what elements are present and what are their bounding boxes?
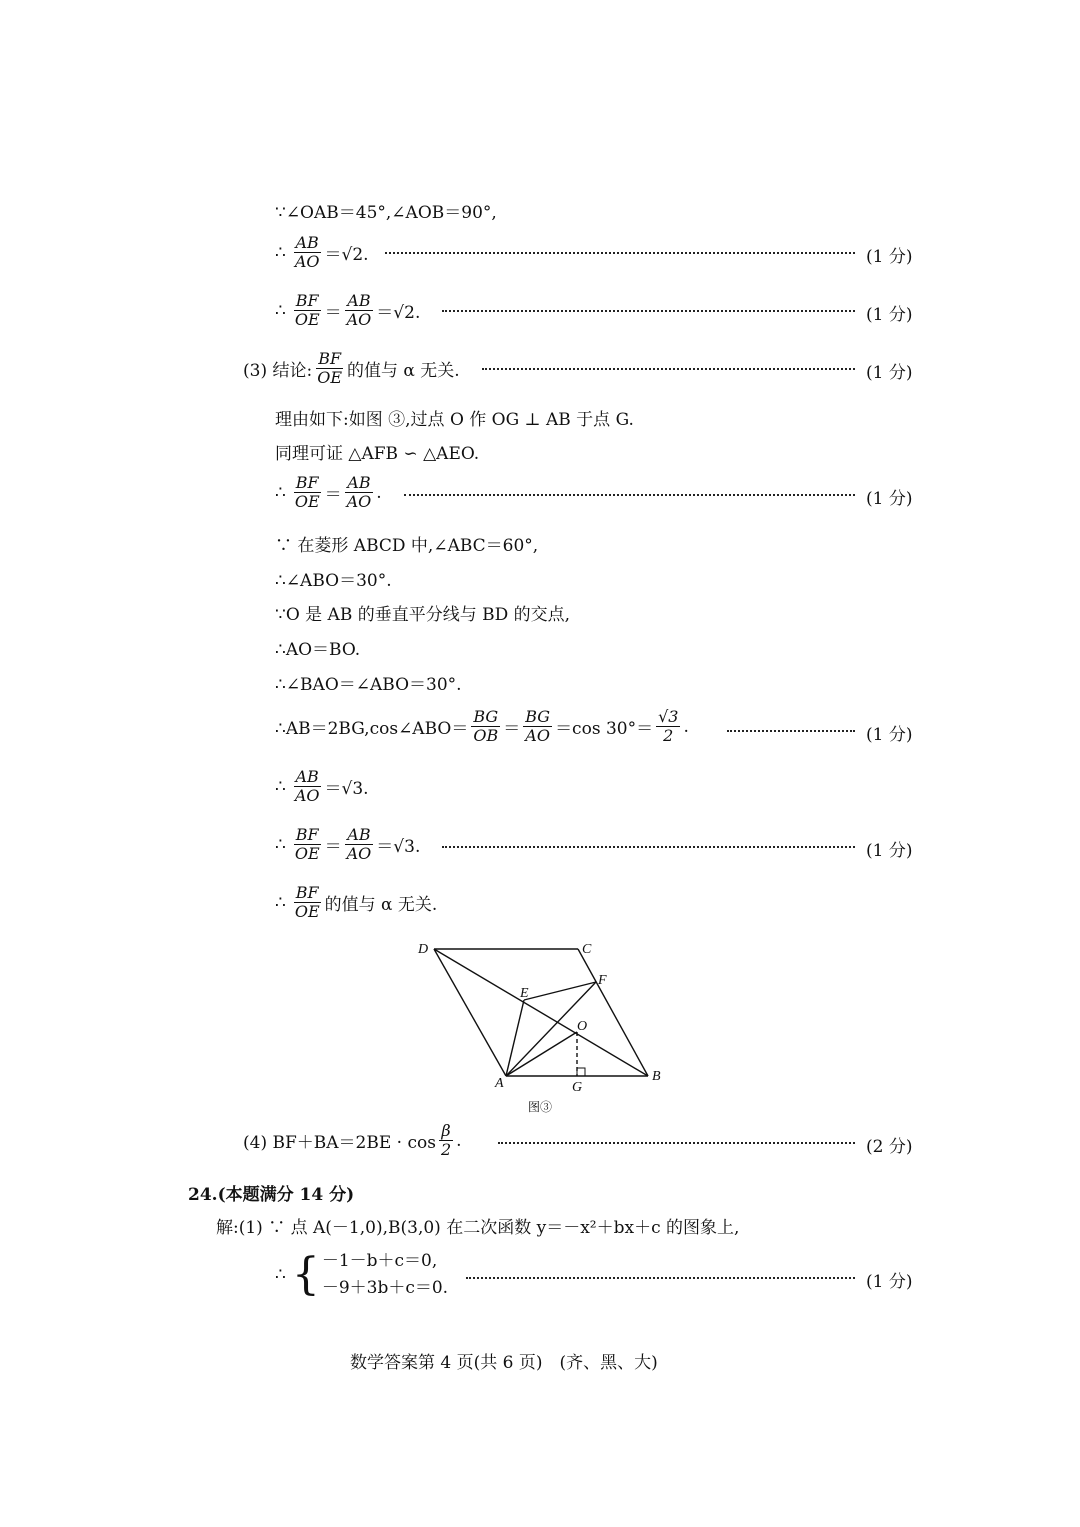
line-6: [275, 439, 479, 464]
edge-da: [434, 949, 506, 1076]
line-4: [243, 350, 460, 388]
dot-leader: [498, 1142, 855, 1144]
dot-leader: [482, 368, 855, 370]
equals-sign: ＝: [503, 719, 521, 740]
diagonal-db: [434, 949, 648, 1076]
segment-ef: [524, 982, 596, 1000]
page-footer: [350, 1348, 658, 1373]
figure-caption: 图③: [528, 1100, 553, 1114]
rhombus-figure: [410, 935, 680, 1120]
fraction-bg-ao: $\frac{BG}{AO}$: [525, 707, 551, 746]
fraction-ab-ao: $\frac{AB}{AO}$: [346, 825, 372, 864]
line-14: [275, 768, 369, 806]
line-5-text: 理由如下:如图 ③,过点 O 作 OG ⊥ AB 于点 G.: [275, 410, 634, 430]
therefore-symbol: ∴: [275, 776, 286, 797]
right-angle-mark: [577, 1068, 585, 1076]
line-13-middle: ＝cos 30°＝: [555, 719, 654, 740]
score-2: (1 分): [866, 305, 913, 325]
label-c: C: [582, 942, 592, 957]
label-o: O: [577, 1019, 588, 1034]
score-8: (1 分): [866, 1272, 913, 1292]
line-16-rest: 的值与 α 无关.: [324, 895, 438, 916]
fraction-ab-ao: $\frac{AB}{AO}$: [294, 767, 320, 806]
fraction-ab-ao: $\frac{AB}{AO}$: [346, 291, 372, 330]
fraction-bf-oe: $\frac{BF}{OE}$: [317, 349, 343, 388]
therefore-symbol: ∴: [275, 300, 286, 321]
line-18-text: 24.(本题满分 14 分): [188, 1185, 355, 1205]
line-20: [275, 1248, 448, 1302]
dot-leader: [466, 1277, 855, 1279]
fraction-ab-ao: $\frac{AB}{AO}$: [294, 233, 320, 272]
score-6: (1 分): [866, 841, 913, 861]
therefore-symbol: ∴: [275, 482, 286, 503]
score-1: (1 分): [866, 247, 913, 267]
segment-ae: [506, 1000, 524, 1076]
line-8: [275, 531, 538, 556]
line-13-rest: .: [683, 716, 689, 737]
line-19: [216, 1213, 739, 1238]
score-4: (1 分): [866, 489, 913, 509]
fraction-ab-ao: $\frac{AB}{AO}$: [346, 473, 372, 512]
therefore-symbol: ∴: [275, 242, 286, 263]
line-7-rest: .: [376, 482, 382, 503]
fraction-bg-ob: $\frac{BG}{OB}$: [473, 707, 499, 746]
line-4-prefix: (3) 结论:: [243, 361, 313, 382]
line-5: [275, 405, 634, 430]
score-7: (2 分): [866, 1137, 913, 1157]
fraction-bf-oe: $\frac{BF}{OE}$: [294, 883, 320, 922]
fraction-bf-oe: $\frac{BF}{OE}$: [294, 825, 320, 864]
line-8-text: ∵ 在菱形 ABCD 中,∠ABC＝60°,: [275, 536, 539, 556]
fraction-root3-2: $\frac{√3}{2}$: [658, 707, 679, 746]
therefore-symbol: ∴: [275, 1265, 286, 1286]
line-16: [275, 884, 437, 922]
line-4-rest: 的值与 α 无关.: [347, 361, 460, 382]
line-14-rest: ＝√3.: [324, 779, 369, 800]
dot-leader: [442, 846, 855, 848]
line-17-rest: .: [456, 1130, 462, 1151]
line-10-text: ∵O 是 AB 的垂直平分线与 BD 的交点,: [275, 605, 571, 625]
line-19-text: 解:(1) ∵ 点 A(－1,0),B(3,0) 在二次函数 y＝－x²＋bx＋c 的图象上,: [216, 1218, 740, 1238]
label-g: G: [572, 1080, 583, 1095]
line-9-text: ∴∠ABO＝30°.: [275, 571, 392, 591]
line-17-prefix: (4) BF＋BA＝2BE · cos: [243, 1133, 436, 1154]
equation-2: －9＋3b＋c＝0.: [321, 1278, 449, 1299]
equals-sign: ＝: [324, 303, 342, 324]
line-13: [275, 708, 689, 746]
line-11: [275, 635, 360, 660]
label-d: D: [418, 942, 429, 957]
line-6-text: 同理可证 △AFB ∽ △AEO.: [275, 444, 480, 464]
line-3: [275, 292, 420, 330]
line-12: [275, 670, 462, 695]
line-15: [275, 826, 420, 864]
label-a: A: [495, 1076, 504, 1091]
fraction-bf-oe: $\frac{BF}{OE}$: [294, 473, 320, 512]
line-1: [275, 198, 497, 223]
line-9: [275, 566, 392, 591]
line-15-rest: ＝√3.: [376, 837, 421, 858]
footer-text: 数学答案第 4 页(共 6 页) (齐、黑、大): [350, 1353, 658, 1373]
line-11-text: ∴AO＝BO.: [275, 640, 361, 660]
line-1-text: ∵∠OAB＝45°,∠AOB＝90°,: [275, 203, 497, 223]
label-b: B: [652, 1069, 661, 1084]
question-24-heading: [188, 1180, 354, 1205]
line-10: [275, 600, 570, 625]
line-13-prefix: ∴AB＝2BG,cos∠ABO＝: [275, 719, 469, 740]
left-brace: {: [291, 1249, 320, 1301]
label-f: F: [598, 973, 607, 988]
equals-sign: ＝: [324, 837, 342, 858]
line-12-text: ∴∠BAO＝∠ABO＝30°.: [275, 675, 462, 695]
equation-system: [322, 1248, 448, 1302]
dot-leader: [727, 730, 855, 732]
line-3-rest: ＝√2.: [376, 303, 421, 324]
edge-cb: [578, 949, 648, 1076]
dot-leader: [404, 494, 855, 496]
line-2: [275, 234, 369, 272]
equals-sign: ＝: [324, 485, 342, 506]
equation-1: －1－b＋c＝0,: [321, 1251, 438, 1271]
dot-leader: [385, 252, 855, 254]
line-7: [275, 474, 382, 512]
fraction-bf-oe: $\frac{BF}{OE}$: [294, 291, 320, 330]
line-2-rest: ＝√2.: [324, 245, 369, 266]
line-17: [243, 1122, 462, 1160]
therefore-symbol: ∴: [275, 834, 286, 855]
fraction-beta-2: $\frac{\beta}{2}$: [440, 1121, 452, 1160]
dot-leader: [442, 310, 855, 312]
score-5: (1 分): [866, 725, 913, 745]
score-3: (1 分): [866, 363, 913, 383]
label-e: E: [520, 986, 529, 1001]
therefore-symbol: ∴: [275, 892, 286, 913]
